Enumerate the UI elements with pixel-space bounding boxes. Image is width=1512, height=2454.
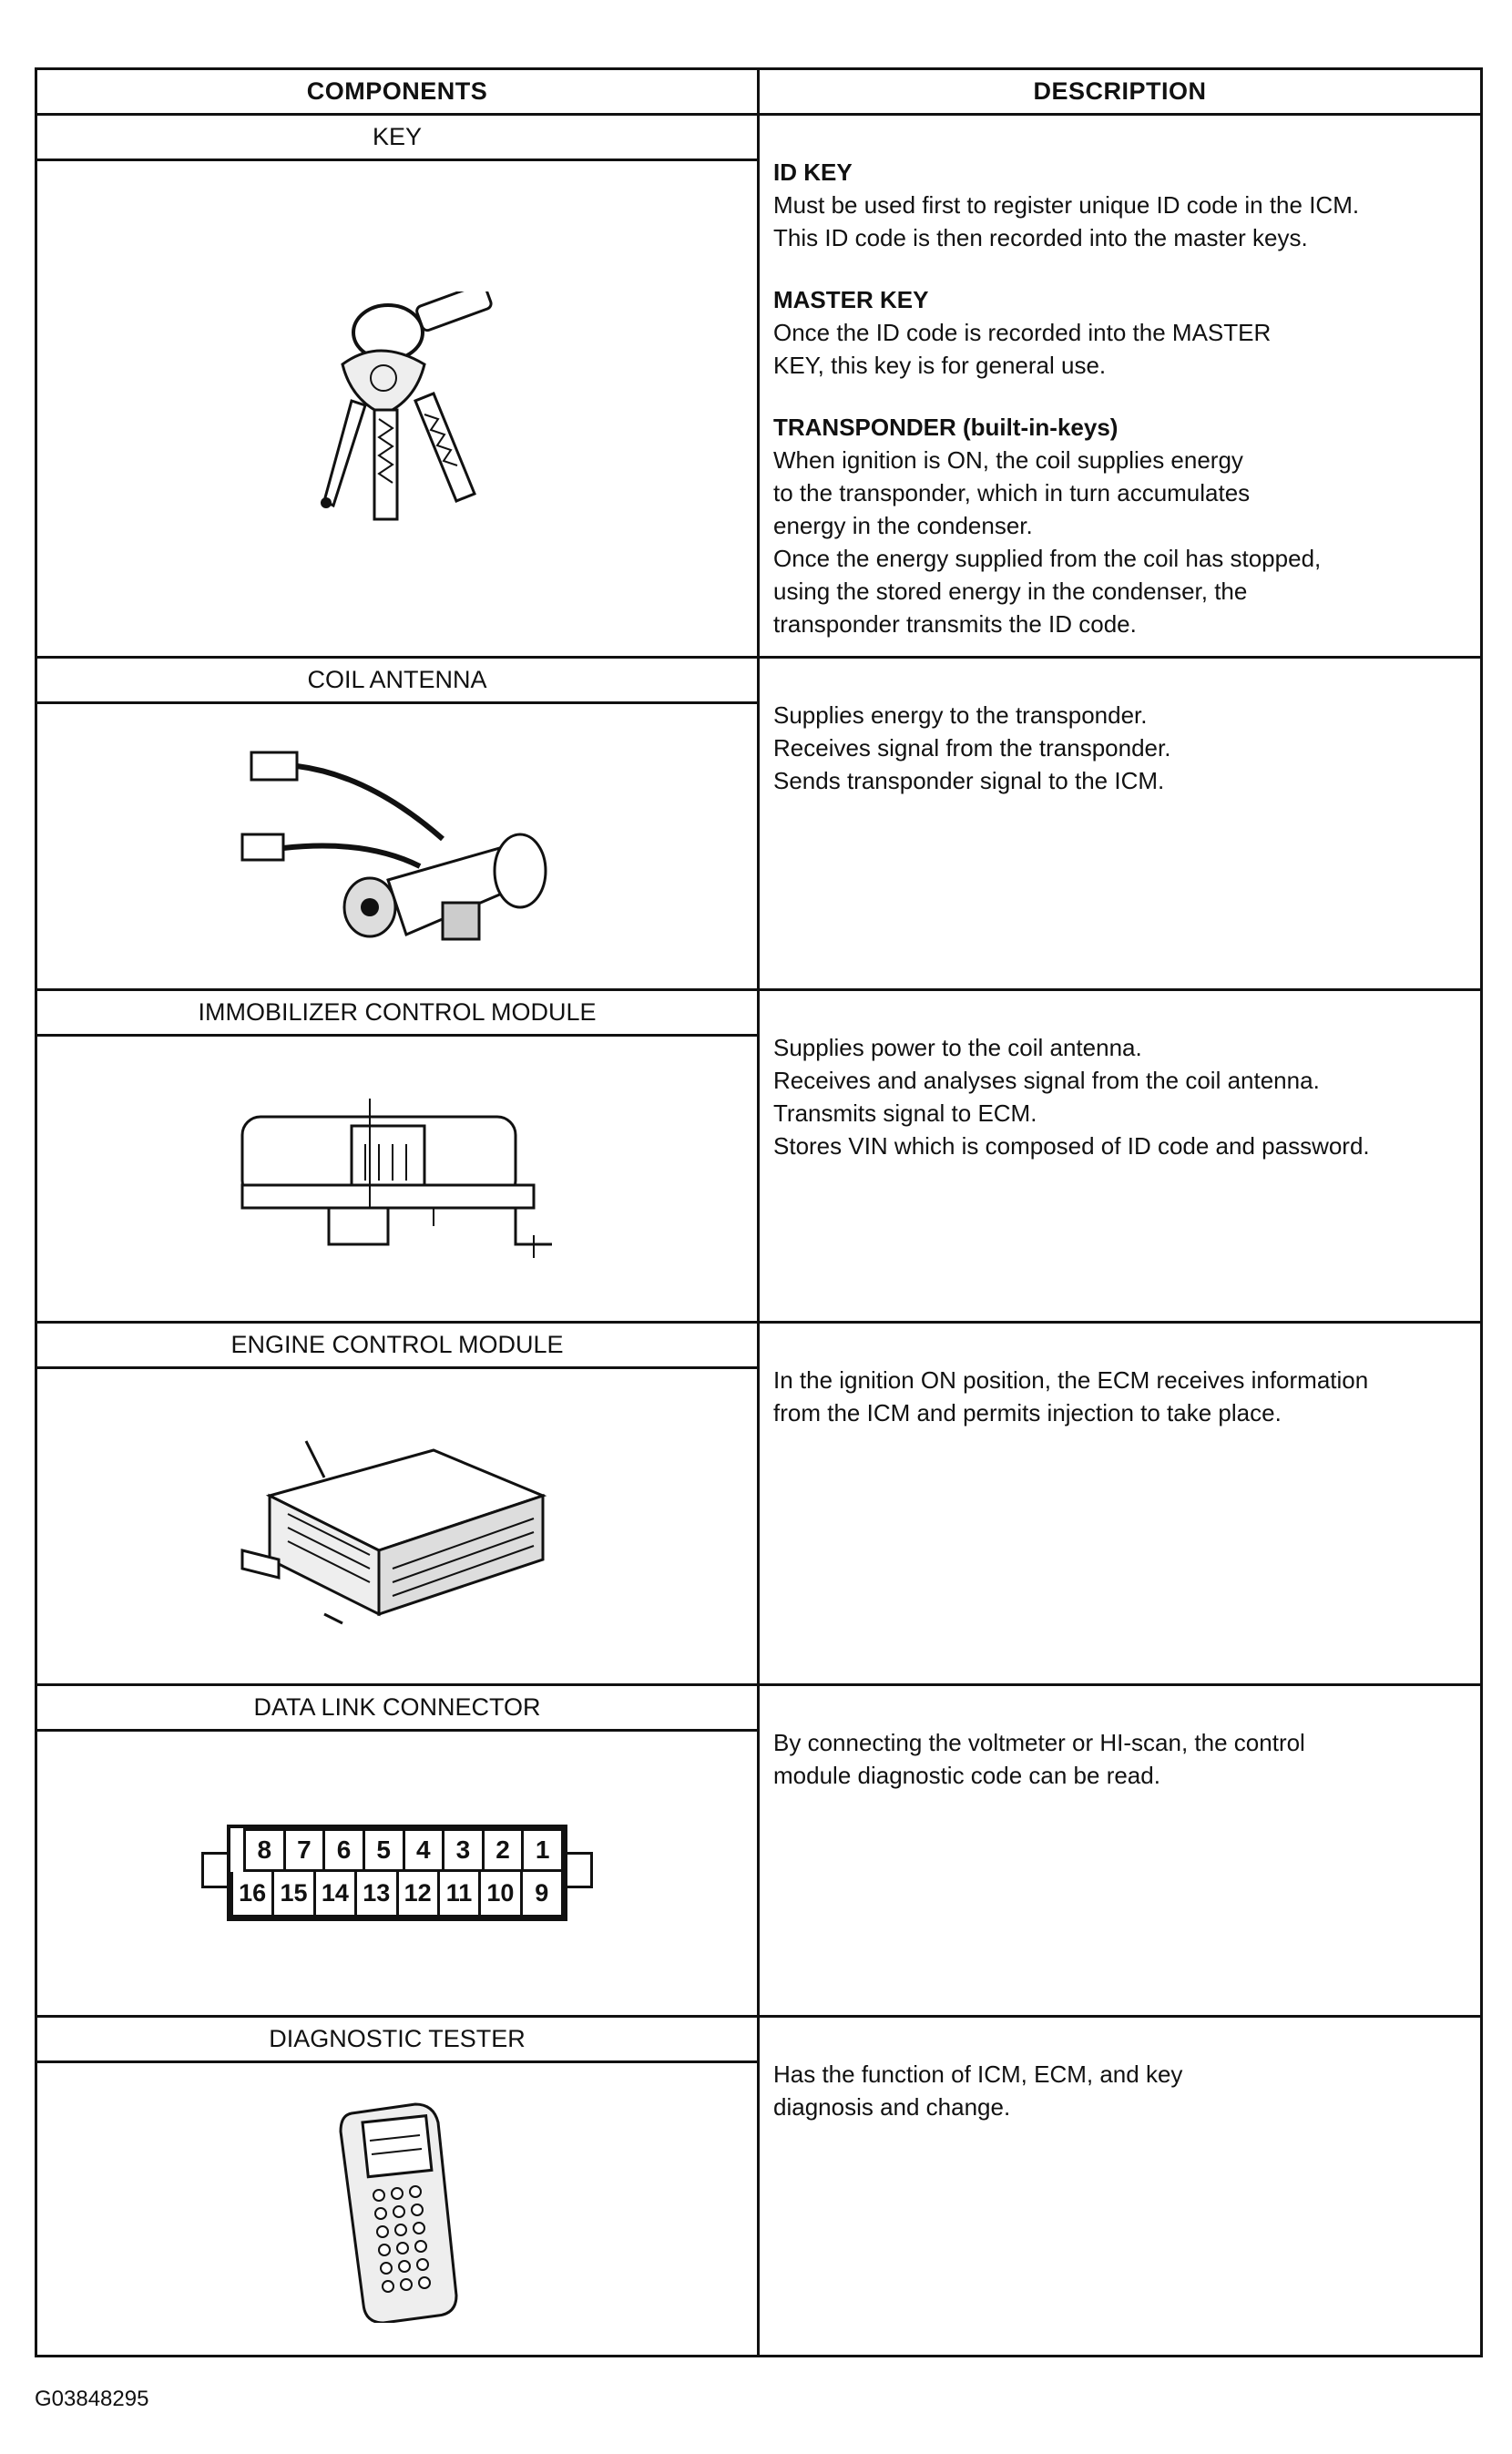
desc-line: using the stored energy in the condenser, the: [773, 578, 1248, 605]
desc-line: Stores VIN which is composed of ID code and password.: [773, 1132, 1370, 1160]
table-row-data-link-connector: [37, 1686, 1480, 2018]
connector-pin: 13: [357, 1872, 398, 1917]
connector-pin-row-top: [243, 1828, 564, 1872]
connector-pin: 14: [316, 1872, 357, 1917]
table-row-key: [37, 116, 1480, 659]
description-diagnostic-tester: [773, 2058, 1475, 2123]
key-set-icon: [37, 161, 757, 659]
desc-line: When ignition is ON, the coil supplies energy: [773, 446, 1243, 474]
desc-heading-master-key: MASTER KEY: [773, 286, 929, 313]
connector-pin: 4: [405, 1828, 445, 1872]
connector-pin: 3: [444, 1828, 485, 1872]
connector-pin: 15: [274, 1872, 315, 1917]
connector-pin: 11: [440, 1872, 481, 1917]
desc-line: Receives signal from the transponder.: [773, 734, 1171, 762]
table-row-immobilizer-control-module: [37, 991, 1480, 1324]
diagnostic-tester-icon: [37, 2063, 757, 2355]
table-header: [37, 70, 1480, 116]
desc-gap: [773, 382, 1475, 411]
component-table: [35, 67, 1483, 2357]
desc-line: Supplies power to the coil antenna.: [773, 1034, 1142, 1061]
header-description: DESCRIPTION: [1033, 77, 1207, 105]
connector-body: [227, 1825, 567, 1921]
connector-latch-left: [201, 1852, 227, 1888]
component-name: ENGINE CONTROL MODULE: [37, 1324, 757, 1369]
component-name: DIAGNOSTIC TESTER: [37, 2018, 757, 2063]
desc-line: Transmits signal to ECM.: [773, 1099, 1037, 1127]
desc-gap: [773, 254, 1475, 283]
table-row-diagnostic-tester: [37, 2018, 1480, 2355]
component-name: IMMOBILIZER CONTROL MODULE: [37, 991, 757, 1037]
desc-line: Sends transponder signal to the ICM.: [773, 767, 1165, 794]
connector-pin: 5: [365, 1828, 405, 1872]
description-engine-control-module: [773, 1364, 1475, 1429]
description-immobilizer-control-module: [773, 1031, 1475, 1162]
desc-line: from the ICM and permits injection to take place.: [773, 1399, 1282, 1426]
connector-pin: 10: [481, 1872, 522, 1917]
desc-line: to the transponder, which in turn accumulates: [773, 479, 1251, 506]
connector-pin-row-bottom: [230, 1872, 564, 1917]
connector-pin: 9: [523, 1872, 564, 1917]
immobilizer-module-icon: [37, 1037, 757, 1324]
table-row-coil-antenna: [37, 659, 1480, 991]
desc-line: transponder transmits the ID code.: [773, 610, 1137, 638]
component-name: KEY: [37, 116, 757, 161]
component-name: COIL ANTENNA: [37, 659, 757, 704]
desc-line: Has the function of ICM, ECM, and key: [773, 2060, 1183, 2088]
desc-line: Must be used first to register unique ID code in the ICM.: [773, 191, 1360, 219]
connector-pin: 12: [399, 1872, 440, 1917]
desc-line: In the ignition ON position, the ECM receives information: [773, 1366, 1369, 1394]
connector-pin: 2: [485, 1828, 525, 1872]
desc-heading-transponder: TRANSPONDER (built-in-keys): [773, 414, 1119, 441]
connector-pin: 8: [243, 1828, 286, 1872]
description-data-link-connector: [773, 1726, 1475, 1792]
data-link-connector-icon: [37, 1732, 757, 2018]
desc-line: diagnosis and change.: [773, 2093, 1011, 2121]
description-key: [773, 156, 1475, 640]
connector-pin: 16: [230, 1872, 274, 1917]
table-row-engine-control-module: [37, 1324, 1480, 1686]
desc-heading-id-key: ID KEY: [773, 158, 853, 186]
connector-pin: 6: [325, 1828, 365, 1872]
desc-line: Once the ID code is recorded into the MASTER: [773, 319, 1272, 346]
desc-line: Receives and analyses signal from the coil antenna.: [773, 1067, 1320, 1094]
desc-line: By connecting the voltmeter or HI-scan, the control: [773, 1729, 1305, 1756]
component-name: DATA LINK CONNECTOR: [37, 1686, 757, 1732]
figure-code: G03848295: [35, 2387, 149, 2411]
desc-line: Supplies energy to the transponder.: [773, 701, 1148, 729]
engine-control-module-icon: [37, 1369, 757, 1686]
description-coil-antenna: [773, 699, 1475, 797]
desc-line: This ID code is then recorded into the master keys.: [773, 224, 1308, 251]
coil-antenna-icon: [37, 704, 757, 991]
header-components: COMPONENTS: [306, 77, 488, 105]
connector-latch-right: [567, 1852, 593, 1888]
connector-pin: 7: [286, 1828, 326, 1872]
connector-pin: 1: [524, 1828, 564, 1872]
desc-line: KEY, this key is for general use.: [773, 352, 1107, 379]
desc-line: energy in the condenser.: [773, 512, 1033, 539]
desc-line: Once the energy supplied from the coil has stopped,: [773, 545, 1322, 572]
desc-line: module diagnostic code can be read.: [773, 1762, 1160, 1789]
